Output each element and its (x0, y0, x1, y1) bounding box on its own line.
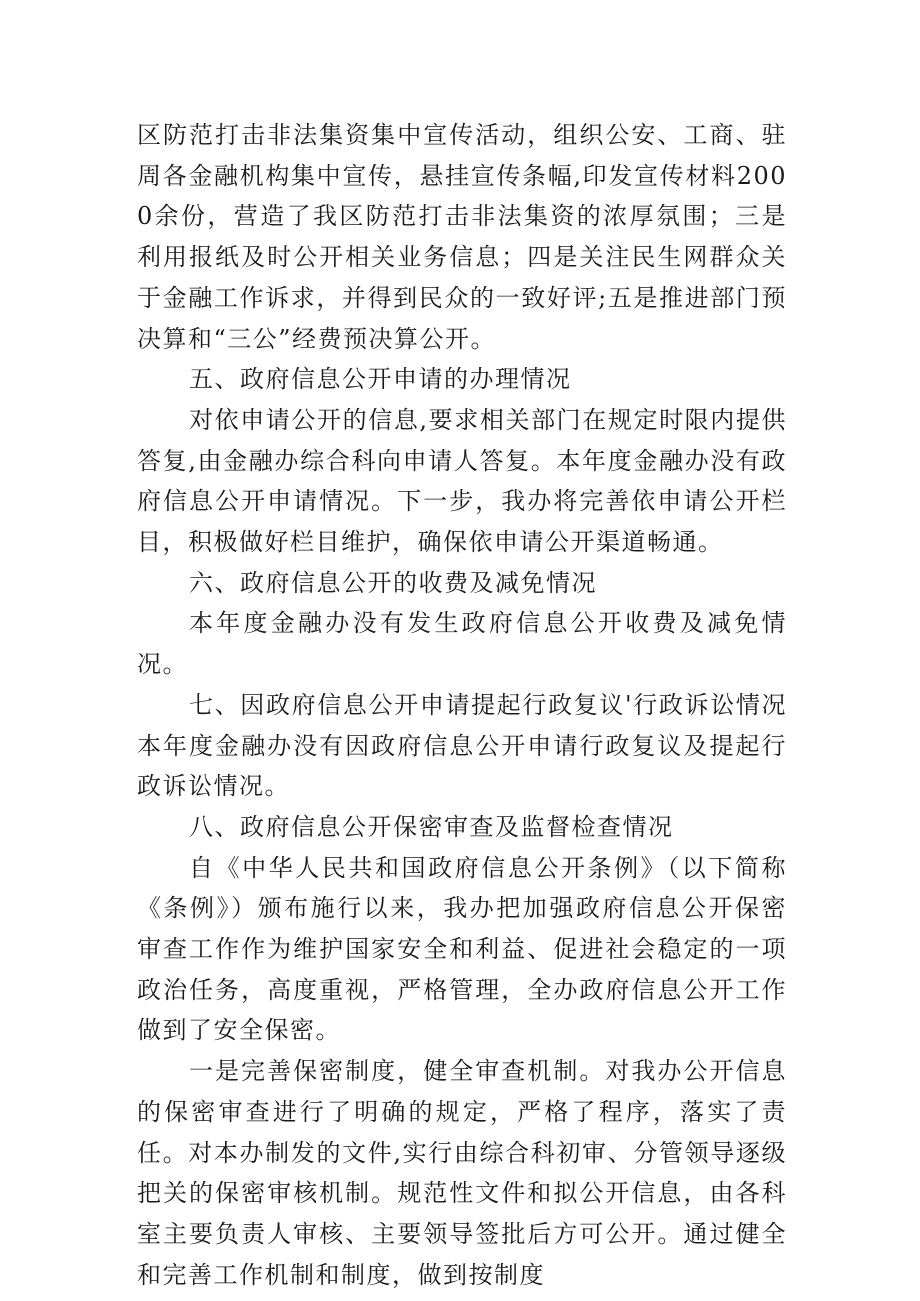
paragraph-regulation: 自《中华人民共和国政府信息公开条例》（以下简称《条例》）颁布施行以来，我办把加强政府信息公开保密审查工作作为维护国家安全和利益、促进社会稳定的一项政治任务，高度重视，严格管理，全办政府信息公开工作做到了安全保密。 (137, 853, 787, 1045)
document-body (137, 115, 787, 1295)
paragraph-fees: 本年度金融办没有发生政府信息公开收费及减免情况。 (137, 609, 787, 679)
paragraph-application-handling: 对依申请公开的信息,要求相关部门在规定时限内提供答复,由金融办综合科向申请人答复。本年度金融办没有政府信息公开申请情况。下一步，我办将完善依申请公开栏目，积极做好栏目维护，确保依申请公开渠道畅通。 (137, 405, 787, 557)
section-heading-5: 五、政府信息公开申请的办理情况 (189, 365, 572, 394)
paragraph-continuation: 区防范打击非法集资集中宣传活动，组织公安、工商、驻周各金融机构集中宣传，悬挂宣传条幅,印发宣传材料2000余份，营造了我区防范打击非法集资的浓厚氛围；三是利用报纸及时公开相关业务信息；四是关注民生网群众关于金融工作诉求，并得到民众的一致好评;五是推进部门预决算和“三公”经费预决算公开。 (137, 121, 787, 353)
paragraph-section-7: 七、因政府信息公开申请提起行政复议'行政诉讼情况本年度金融办没有因政府信息公开申请行政复议及提起行政诉讼情况。 (137, 690, 787, 801)
section-heading-8: 八、政府信息公开保密审查及监督检查情况 (189, 812, 674, 841)
section-heading-6: 六、政府信息公开的收费及减免情况 (189, 568, 597, 597)
paragraph-confidentiality-system: 一是完善保密制度，健全审查机制。对我办公开信息的保密审查进行了明确的规定，严格了程序，落实了责任。对本办制发的文件,实行由综合科初审、分管领导逐级把关的保密审核机制。规范性文件和拟公开信息，由各科室主要负责人审核、主要领导签批后方可公开。通过健全和完善工作机制和制度，做到按制度 (137, 1057, 787, 1289)
